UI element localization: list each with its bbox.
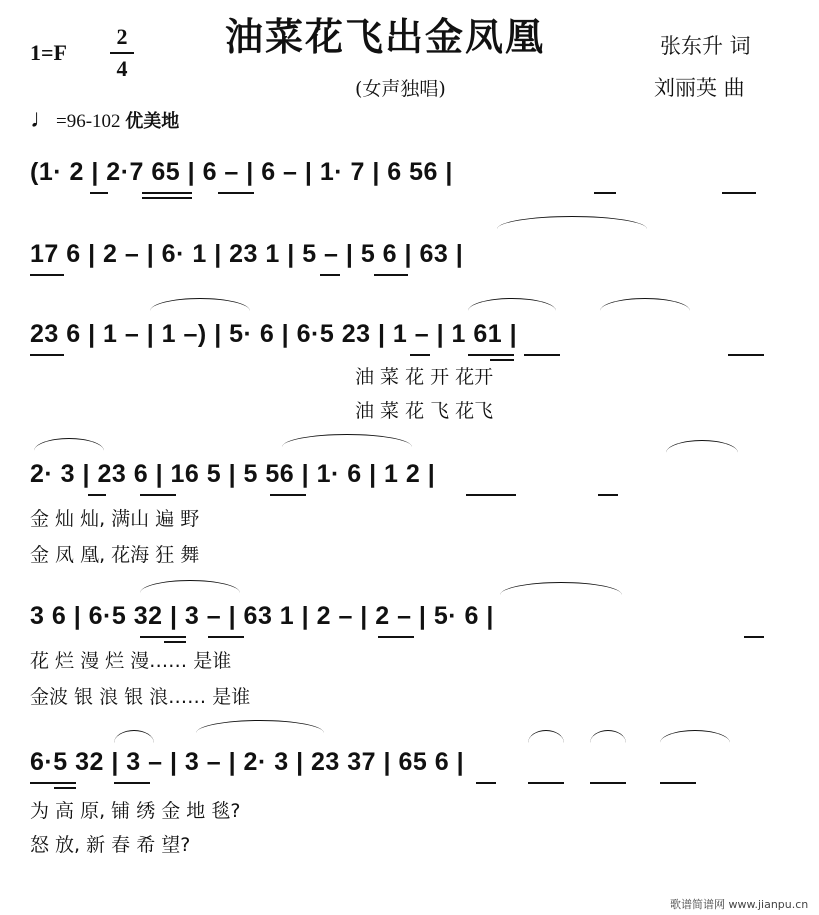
- lyric-line-4-verse-1: 金 灿 灿, 满山 遍 野: [30, 508, 200, 530]
- lyric-line-3-verse-1: 油 菜 花 开 花开: [355, 366, 494, 388]
- music-line-5: 3 6 | 6·5 32 | 3 – | 63 1 | 2 – | 2 – | 5· 6 |: [30, 602, 494, 630]
- key-signature: 1=F: [30, 40, 67, 65]
- lyric-line-6-verse-2: 怒 放, 新 春 希 望?: [30, 834, 191, 856]
- lyric-line-3-verse-2: 油 菜 花 飞 花飞: [355, 400, 494, 422]
- lyric-line-5-verse-2: 金波 银 浪 银 浪…… 是谁: [30, 686, 251, 708]
- music-line-1: (1· 2 | 2·7 65 | 6 – | 6 – | 1· 7 | 6 56 |: [30, 158, 453, 186]
- subtitle: (女声独唱): [355, 78, 446, 100]
- time-signature-top: 2: [116, 24, 128, 49]
- lyric-line-4-verse-2: 金 凤 凰, 花海 狂 舞: [30, 544, 200, 566]
- music-line-3: 23 6 | 1 – | 1 –) | 5· 6 | 6·5 23 | 1 – | 1 61 |: [30, 320, 518, 348]
- tempo-value: =96-102: [56, 111, 121, 132]
- song-title: 油菜花飞出金凤凰: [225, 14, 546, 59]
- time-signature-bottom: 4: [116, 56, 128, 81]
- quarter-note-icon: ♩: [30, 104, 56, 133]
- music-line-6: 6·5 32 | 3 – | 3 – | 2· 3 | 23 37 | 65 6 |: [30, 748, 465, 776]
- expression-text: 优美地: [125, 111, 180, 132]
- site-watermark: 歌谱简谱网 www.jianpu.cn: [670, 898, 809, 911]
- music-line-2: 17 6 | 2 – | 6· 1 | 23 1 | 5 – | 5 6 | 63 |: [30, 240, 464, 268]
- lyric-line-5-verse-1: 花 烂 漫 烂 漫…… 是谁: [30, 650, 232, 672]
- lyricist-credit: 张东升 词: [660, 34, 751, 58]
- lyric-line-6-verse-1: 为 高 原, 铺 绣 金 地 毯?: [30, 800, 241, 822]
- tempo-marking: [30, 104, 179, 134]
- music-line-4: 2· 3 | 23 6 | 16 5 | 5 56 | 1· 6 | 1 2 |: [30, 460, 436, 488]
- time-signature: [110, 24, 134, 82]
- composer-credit: 刘丽英 曲: [654, 76, 745, 100]
